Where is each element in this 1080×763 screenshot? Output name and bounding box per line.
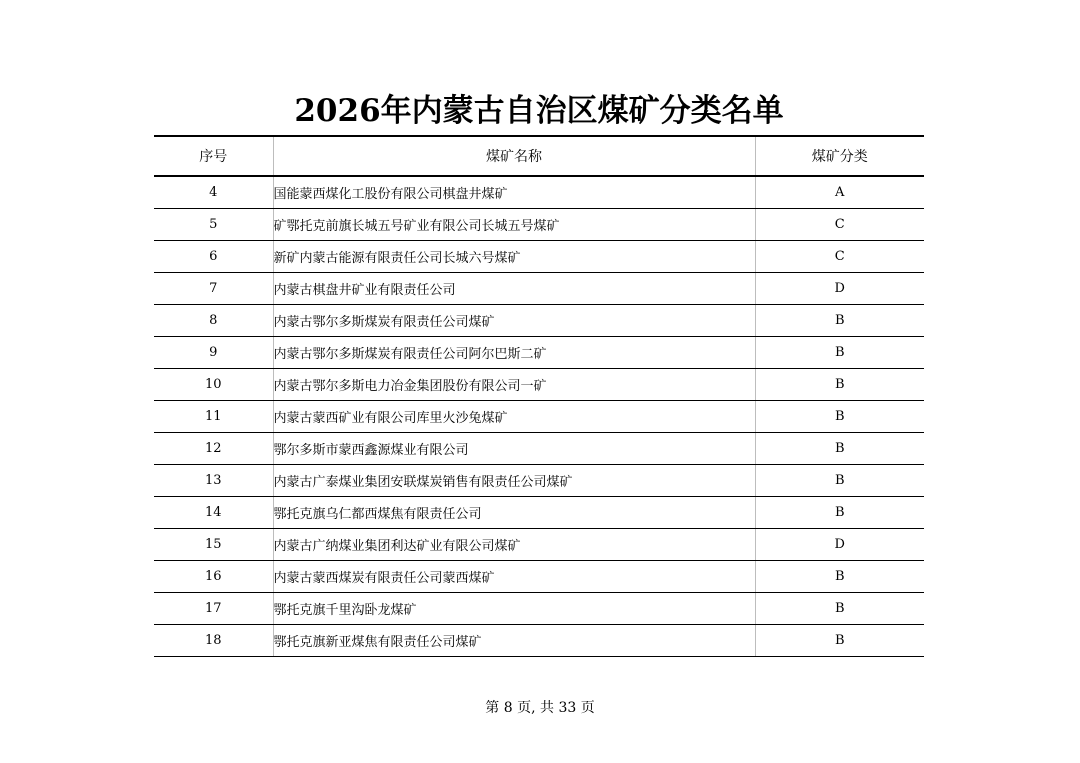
table-row <box>154 433 924 465</box>
mine-class-cell: C <box>755 241 924 273</box>
serial-number-cell: 12 <box>154 433 273 465</box>
table-row <box>154 561 924 593</box>
mine-class-cell: B <box>755 337 924 369</box>
table-row <box>154 176 924 209</box>
document-title: 2026年内蒙古自治区煤矿分类名单 <box>294 93 784 129</box>
serial-number-cell: 4 <box>154 176 273 209</box>
mine-name-cell: 内蒙古蒙西煤炭有限责任公司蒙西煤矿 <box>273 561 755 593</box>
table-row <box>154 241 924 273</box>
mine-name-cell: 矿鄂托克前旗长城五号矿业有限公司长城五号煤矿 <box>273 209 755 241</box>
table-row <box>154 529 924 561</box>
serial-number-cell: 11 <box>154 401 273 433</box>
mine-name-cell: 鄂托克旗千里沟卧龙煤矿 <box>273 593 755 625</box>
mine-name-cell: 鄂托克旗新亚煤焦有限责任公司煤矿 <box>273 625 755 657</box>
mine-class-cell: A <box>755 176 924 209</box>
serial-number-cell: 10 <box>154 369 273 401</box>
page-number: 第 8 页, 共 33 页 <box>485 700 595 716</box>
mine-class-cell: C <box>755 209 924 241</box>
mine-name-cell: 内蒙古鄂尔多斯煤炭有限责任公司阿尔巴斯二矿 <box>273 337 755 369</box>
coal-mine-table <box>154 135 924 657</box>
serial-number-cell: 13 <box>154 465 273 497</box>
mine-class-cell: B <box>755 465 924 497</box>
mine-name-cell: 新矿内蒙古能源有限责任公司长城六号煤矿 <box>273 241 755 273</box>
header-mine-class: 煤矿分类 <box>755 136 924 176</box>
table-row <box>154 401 924 433</box>
serial-number-cell: 9 <box>154 337 273 369</box>
mine-class-cell: B <box>755 433 924 465</box>
mine-class-cell: B <box>755 625 924 657</box>
table-row <box>154 209 924 241</box>
table-row <box>154 625 924 657</box>
mine-class-cell: B <box>755 401 924 433</box>
mine-name-cell: 国能蒙西煤化工股份有限公司棋盘井煤矿 <box>273 176 755 209</box>
serial-number-cell: 14 <box>154 497 273 529</box>
serial-number-cell: 6 <box>154 241 273 273</box>
header-serial-number: 序号 <box>154 136 273 176</box>
mine-class-cell: D <box>755 529 924 561</box>
table-row <box>154 465 924 497</box>
mine-class-cell: B <box>755 497 924 529</box>
mine-name-cell: 内蒙古广泰煤业集团安联煤炭销售有限责任公司煤矿 <box>273 465 755 497</box>
mine-class-cell: B <box>755 593 924 625</box>
mine-class-cell: B <box>755 561 924 593</box>
header-row <box>154 136 924 176</box>
table-row <box>154 369 924 401</box>
serial-number-cell: 16 <box>154 561 273 593</box>
serial-number-cell: 5 <box>154 209 273 241</box>
mine-class-cell: B <box>755 369 924 401</box>
table-row <box>154 497 924 529</box>
mine-name-cell: 内蒙古蒙西矿业有限公司库里火沙兔煤矿 <box>273 401 755 433</box>
table-row <box>154 273 924 305</box>
table-header <box>154 136 924 176</box>
serial-number-cell: 18 <box>154 625 273 657</box>
table-row <box>154 305 924 337</box>
mine-name-cell: 鄂尔多斯市蒙西鑫源煤业有限公司 <box>273 433 755 465</box>
mine-name-cell: 内蒙古广纳煤业集团利达矿业有限公司煤矿 <box>273 529 755 561</box>
table-row <box>154 593 924 625</box>
table-row <box>154 337 924 369</box>
mine-name-cell: 内蒙古鄂尔多斯电力冶金集团股份有限公司一矿 <box>273 369 755 401</box>
serial-number-cell: 15 <box>154 529 273 561</box>
mine-class-cell: D <box>755 273 924 305</box>
table-body <box>154 176 924 657</box>
mine-name-cell: 内蒙古棋盘井矿业有限责任公司 <box>273 273 755 305</box>
serial-number-cell: 7 <box>154 273 273 305</box>
mine-class-cell: B <box>755 305 924 337</box>
header-mine-name: 煤矿名称 <box>273 136 755 176</box>
mine-name-cell: 内蒙古鄂尔多斯煤炭有限责任公司煤矿 <box>273 305 755 337</box>
serial-number-cell: 17 <box>154 593 273 625</box>
mine-name-cell: 鄂托克旗乌仁都西煤焦有限责任公司 <box>273 497 755 529</box>
serial-number-cell: 8 <box>154 305 273 337</box>
